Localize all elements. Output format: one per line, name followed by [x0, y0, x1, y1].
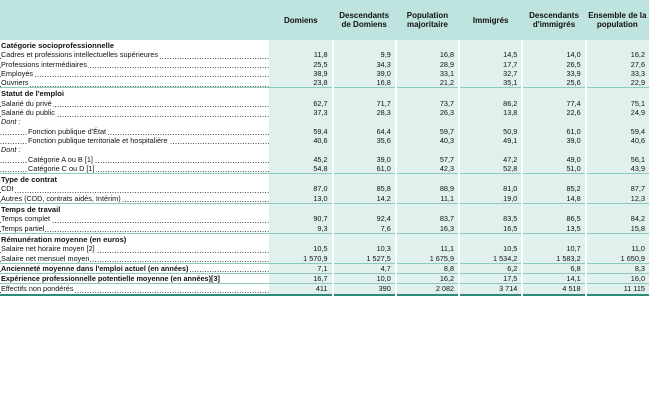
table-cell: 54,8	[269, 164, 332, 174]
table-cell: 22,6	[522, 108, 585, 117]
row-label-text: Employés	[1, 68, 34, 78]
table-cell: 4 518	[522, 284, 585, 295]
table-cell	[459, 233, 522, 244]
table-cell: 39,0	[522, 136, 585, 145]
table-cell: 21,2	[396, 78, 459, 88]
row-label-text: Effectifs non pondérés	[1, 284, 74, 294]
row-label-text: Catégorie C ou D [1]	[28, 163, 95, 173]
table-cell	[586, 233, 649, 244]
table-cell	[522, 204, 585, 215]
table-cell	[269, 40, 332, 50]
table-cell: 25,5	[269, 60, 332, 69]
table-cell: 73,7	[396, 99, 459, 108]
table-cell: 59,7	[396, 127, 459, 136]
section-header-row	[0, 233, 649, 244]
table-row	[0, 69, 649, 78]
table-cell: 13,8	[459, 108, 522, 117]
col-header-descendants-domiens: Descendants de Domiens	[333, 0, 396, 40]
table-cell: 83,5	[459, 214, 522, 223]
section-title: Temps de travail	[0, 204, 269, 215]
table-cell: 14,0	[522, 50, 585, 59]
table-cell: 49,1	[459, 136, 522, 145]
table-cell	[459, 88, 522, 99]
table-cell	[269, 145, 332, 154]
row-label-text: Dont :	[1, 117, 21, 127]
table-cell	[269, 88, 332, 99]
section-title: Rémunération moyenne (en euros)	[0, 233, 269, 244]
table-cell: 92,4	[333, 214, 396, 223]
table-cell: 34,3	[333, 60, 396, 69]
table-row	[0, 145, 649, 154]
section-title: Type de contrat	[0, 174, 269, 185]
table-cell: 43,9	[586, 164, 649, 174]
table-cell: 83,7	[396, 214, 459, 223]
table-cell	[459, 40, 522, 50]
row-label-text: Dont :	[1, 145, 21, 155]
table-cell: 1 583,2	[522, 254, 585, 264]
table-cell: 27,6	[586, 60, 649, 69]
table-row	[0, 194, 649, 204]
table-cell	[396, 174, 459, 185]
table-row	[0, 117, 649, 126]
row-label	[0, 145, 269, 154]
table-cell	[522, 174, 585, 185]
table-cell	[333, 204, 396, 215]
row-label	[0, 164, 269, 174]
table-cell: 56,1	[586, 155, 649, 164]
table-cell: 1 534,2	[459, 254, 522, 264]
table-cell: 11,8	[269, 50, 332, 59]
table-cell: 19,0	[459, 194, 522, 204]
table-cell	[396, 88, 459, 99]
table-cell: 8,3	[586, 263, 649, 273]
table-cell: 10,7	[522, 244, 585, 253]
table-row	[0, 78, 649, 88]
row-label-text: Catégorie A ou B [1]	[28, 154, 93, 164]
row-label-text: Salarié du privé	[1, 98, 52, 108]
table-cell	[459, 204, 522, 215]
table-cell	[396, 204, 459, 215]
table-cell: 390	[333, 284, 396, 295]
table-row	[0, 136, 649, 145]
table-cell	[269, 204, 332, 215]
table-cell: 9,9	[333, 50, 396, 59]
row-label	[0, 274, 269, 284]
table-cell	[333, 174, 396, 185]
table-cell: 11,0	[586, 244, 649, 253]
table-row	[0, 164, 649, 174]
table-cell: 16,2	[396, 274, 459, 284]
header-corner	[0, 0, 269, 40]
row-label	[0, 263, 269, 273]
row-label	[0, 284, 269, 295]
table-cell: 42,3	[396, 164, 459, 174]
table-cell: 61,0	[333, 164, 396, 174]
table-cell: 7,6	[333, 224, 396, 234]
table-row	[0, 60, 649, 69]
table-cell: 77,4	[522, 99, 585, 108]
table-cell: 86,5	[522, 214, 585, 223]
col-header-domiens: Domiens	[269, 0, 332, 40]
bottom-rule	[0, 295, 649, 299]
table-cell: 16,7	[269, 274, 332, 284]
table-cell: 12,3	[586, 194, 649, 204]
table-cell: 8,8	[396, 263, 459, 273]
table-cell	[333, 117, 396, 126]
table-row	[0, 50, 649, 59]
section-header-row	[0, 174, 649, 185]
row-label	[0, 136, 269, 145]
table-cell: 86,2	[459, 99, 522, 108]
row-label-text: Temps complet	[1, 214, 51, 224]
table-row	[0, 224, 649, 234]
table-cell: 39,0	[333, 155, 396, 164]
row-label	[0, 78, 269, 88]
row-label-text: Salarié du public	[1, 108, 55, 118]
table-cell	[333, 40, 396, 50]
table-cell	[522, 233, 585, 244]
row-label-text: Salaire net horaire moyen [2]	[1, 244, 95, 254]
table-cell	[522, 88, 585, 99]
table-cell: 2 082	[396, 284, 459, 295]
table-cell	[459, 145, 522, 154]
table-cell	[333, 88, 396, 99]
table-cell: 6,8	[522, 263, 585, 273]
table-cell: 71,7	[333, 99, 396, 108]
table-row	[0, 184, 649, 193]
table-cell: 7,1	[269, 263, 332, 273]
table-cell: 90,7	[269, 214, 332, 223]
table-cell: 33,9	[522, 69, 585, 78]
table-cell	[586, 174, 649, 185]
table-cell: 33,1	[396, 69, 459, 78]
table-cell: 32,7	[459, 69, 522, 78]
row-label-text: Expérience professionnelle potentielle moyenne (en années)[3]	[1, 274, 220, 284]
row-label	[0, 184, 269, 193]
table-cell: 38,9	[269, 69, 332, 78]
table-cell: 51,0	[522, 164, 585, 174]
row-label-text: Ancienneté moyenne dans l'emploi actuel (en années)	[1, 263, 189, 273]
bottom-rule-cell	[0, 295, 649, 299]
row-label	[0, 117, 269, 126]
table-cell: 59,4	[586, 127, 649, 136]
table-cell: 13,0	[269, 194, 332, 204]
table-cell: 62,7	[269, 99, 332, 108]
col-header-ensemble: Ensemble de la population	[586, 0, 649, 40]
section-header-row	[0, 88, 649, 99]
row-label	[0, 224, 269, 234]
row-label-text: Cadres et professions intellectuelles supérieures	[1, 50, 158, 60]
table-cell: 40,6	[269, 136, 332, 145]
table-row	[0, 155, 649, 164]
table-cell: 14,5	[459, 50, 522, 59]
table-cell: 40,6	[586, 136, 649, 145]
table-cell	[586, 40, 649, 50]
row-label	[0, 99, 269, 108]
table-cell: 16,8	[333, 78, 396, 88]
table-row	[0, 99, 649, 108]
table-cell	[396, 145, 459, 154]
row-label	[0, 108, 269, 117]
table-cell	[333, 145, 396, 154]
section-title: Statut de l'emploi	[0, 88, 269, 99]
row-label-text: Salaire net mensuel moyen	[1, 253, 90, 263]
table-row	[0, 254, 649, 264]
table-cell	[459, 174, 522, 185]
table-cell	[396, 40, 459, 50]
table-cell: 25,6	[522, 78, 585, 88]
table-cell: 59,4	[269, 127, 332, 136]
table-cell	[586, 145, 649, 154]
table-cell: 14,2	[333, 194, 396, 204]
table-cell	[333, 233, 396, 244]
summary-row	[0, 263, 649, 273]
table-cell: 17,5	[459, 274, 522, 284]
table-cell: 35,1	[459, 78, 522, 88]
col-header-immigres: Immigrés	[459, 0, 522, 40]
table-cell: 28,9	[396, 60, 459, 69]
table-cell: 11,1	[396, 194, 459, 204]
summary-row	[0, 274, 649, 284]
table-cell: 17,7	[459, 60, 522, 69]
table-cell: 13,5	[522, 224, 585, 234]
section-title: Catégorie socioprofessionnelle	[1, 41, 115, 50]
table-cell: 11 115	[586, 284, 649, 295]
col-header-population-majoritaire: Population majoritaire	[396, 0, 459, 40]
table-row	[0, 244, 649, 253]
table-cell: 26,5	[522, 60, 585, 69]
table-cell: 10,5	[459, 244, 522, 253]
table-body	[0, 40, 649, 299]
row-label-text: Fonction publique territoriale et hospitalière	[28, 135, 168, 145]
table-row	[0, 108, 649, 117]
table-cell: 75,1	[586, 99, 649, 108]
table-cell: 37,3	[269, 108, 332, 117]
row-label	[0, 244, 269, 253]
table-cell: 64,4	[333, 127, 396, 136]
table-cell: 45,2	[269, 155, 332, 164]
table-row	[0, 127, 649, 136]
row-label	[0, 214, 269, 223]
table-cell: 10,5	[269, 244, 332, 253]
header-row	[0, 0, 649, 40]
table-cell: 9,3	[269, 224, 332, 234]
table-cell: 10,0	[333, 274, 396, 284]
table-cell: 10,3	[333, 244, 396, 253]
row-label	[0, 127, 269, 136]
table-cell	[269, 233, 332, 244]
section-header-row	[0, 40, 649, 50]
table-cell: 6,2	[459, 263, 522, 273]
table-cell	[522, 40, 585, 50]
table-cell: 87,7	[586, 184, 649, 193]
table-cell	[586, 204, 649, 215]
table-cell: 85,8	[333, 184, 396, 193]
row-label	[0, 254, 269, 264]
table-cell	[586, 117, 649, 126]
table-cell: 88,9	[396, 184, 459, 193]
row-label	[0, 155, 269, 164]
row-label-text: Fonction publique d'État	[28, 126, 107, 136]
table-row	[0, 214, 649, 223]
row-label	[0, 60, 269, 69]
table-cell: 16,5	[459, 224, 522, 234]
table-cell: 4,7	[333, 263, 396, 273]
row-label	[0, 69, 269, 78]
table-cell: 1 570,9	[269, 254, 332, 264]
table-cell	[522, 145, 585, 154]
table-cell: 15,8	[586, 224, 649, 234]
row-label	[0, 50, 269, 59]
table-cell: 28,3	[333, 108, 396, 117]
table-cell: 22,9	[586, 78, 649, 88]
table-cell: 16,0	[586, 274, 649, 284]
total-row	[0, 284, 649, 295]
table-cell: 16,2	[586, 50, 649, 59]
row-label-text: Autres (CDD, contrats aidés, Intérim)	[1, 193, 121, 203]
table-cell: 1 650,9	[586, 254, 649, 264]
table-cell	[269, 117, 332, 126]
table-cell: 1 527,5	[333, 254, 396, 264]
table-cell: 52,8	[459, 164, 522, 174]
table-cell: 57,7	[396, 155, 459, 164]
table-cell	[459, 117, 522, 126]
section-header-row	[0, 204, 649, 215]
table-cell: 23,8	[269, 78, 332, 88]
table-cell	[586, 88, 649, 99]
table-cell	[396, 233, 459, 244]
table-cell: 24,9	[586, 108, 649, 117]
table-cell: 1 675,9	[396, 254, 459, 264]
table-cell: 3 714	[459, 284, 522, 295]
table-cell: 61,0	[522, 127, 585, 136]
table-cell: 49,0	[522, 155, 585, 164]
table-cell: 11,1	[396, 244, 459, 253]
row-label-text: CDI	[1, 184, 14, 194]
row-label-text: Professions intermédiaires	[1, 59, 87, 69]
table-cell: 87,0	[269, 184, 332, 193]
table-cell: 14,8	[522, 194, 585, 204]
table-cell: 35,6	[333, 136, 396, 145]
table-cell: 26,3	[396, 108, 459, 117]
row-label-text: Ouvriers	[1, 78, 29, 88]
table-cell: 40,3	[396, 136, 459, 145]
col-header-descendants-immigres: Descendants d'immigrés	[522, 0, 585, 40]
table-cell: 33,3	[586, 69, 649, 78]
table-cell: 16,3	[396, 224, 459, 234]
table-cell: 85,2	[522, 184, 585, 193]
row-label	[0, 194, 269, 204]
table-cell: 47,2	[459, 155, 522, 164]
table-cell: 14,1	[522, 274, 585, 284]
table-cell: 16,8	[396, 50, 459, 59]
row-label-text: Temps partiel	[1, 223, 45, 233]
table-cell: 50,9	[459, 127, 522, 136]
table-cell	[522, 117, 585, 126]
table-cell	[396, 117, 459, 126]
table-cell: 39,0	[333, 69, 396, 78]
table-cell: 411	[269, 284, 332, 295]
table-cell	[269, 174, 332, 185]
table-cell: 81,0	[459, 184, 522, 193]
table-cell: 84,2	[586, 214, 649, 223]
